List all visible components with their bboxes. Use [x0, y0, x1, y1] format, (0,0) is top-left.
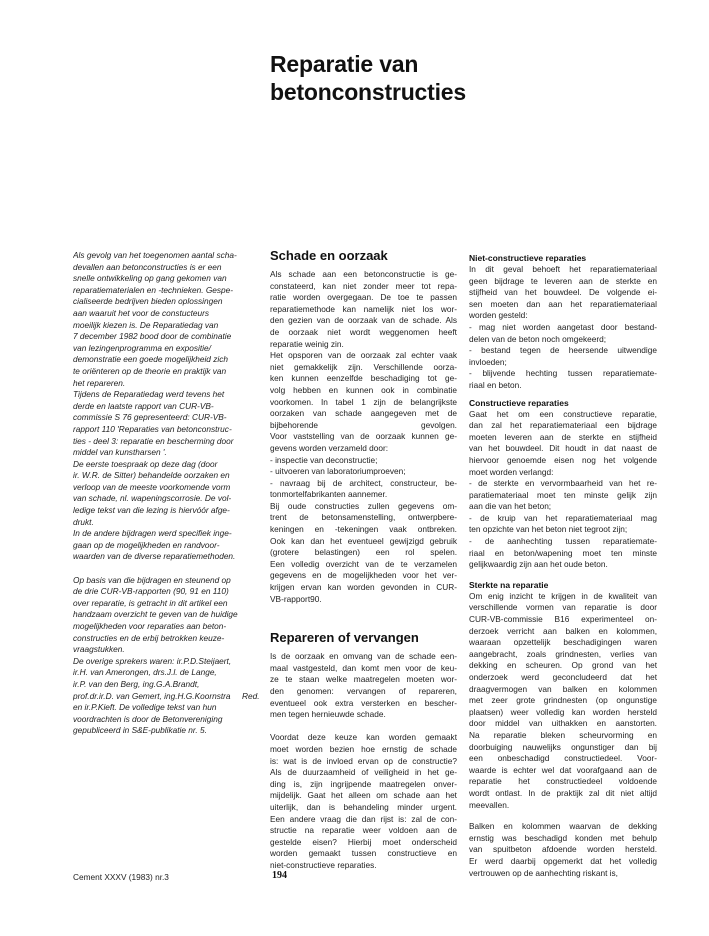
text-line: demonstratie een goede mogelijkheid zich [73, 354, 228, 365]
text-line: moeilijk kiezen is. De Reparatiedag van [73, 319, 219, 330]
text-line: door middel van uithakken en aanstorten. [469, 718, 657, 729]
text-line: Een volledig overzicht van de te verzamelen [270, 558, 457, 569]
text-line: - bestand tegen de heersende uitwendige [469, 345, 657, 356]
text-line: cialiseerde bedrijven bieden oplossingen [73, 296, 223, 307]
text-line: doorbuiging nauwelijks ongunstiger dan bij [469, 741, 657, 752]
text-line: Een andere vraag die dan rijst is: zal de con- [270, 813, 457, 824]
text-line: van het bouwdeel. Dit houdt in dat naast de [469, 443, 657, 454]
text-line: mogelijkheden voor reparaties aan beton- [73, 621, 227, 631]
text-line: waarden van de diverse reparatiemethoden. [73, 551, 236, 562]
text-line: ties - deel 3: reparatie en bescherming door [73, 435, 234, 446]
text-line: De overige sprekers waren: ir.P.D.Steijaert, [73, 655, 232, 666]
text-line: invloeden; [469, 356, 507, 367]
text-line: VB-rapport90. [270, 593, 322, 604]
signature: Red. [242, 691, 260, 701]
text-line: waarde is echter wel dat voorafgaand aan de [469, 764, 657, 775]
text-line: volg hebben en kunnen ook in combinatie [270, 384, 457, 395]
text-line: - de aanhechting tussen reparatiemate- [469, 536, 657, 547]
text-line: gevens worden verzameld door: [270, 442, 389, 453]
text-line: reparatie het constructiedeel voldoende [469, 776, 657, 787]
text-line: handzaam overzicht te geven van de huidige [73, 609, 238, 620]
text-line: Gaat het om een constructieve reparatie, [469, 408, 657, 419]
text-line: te oriënteren op de theorie en praktijk van [73, 365, 227, 376]
text-line: riaal en beton/wapening moet ten minste [469, 547, 657, 558]
subheading-sterkte: Sterkte na reparatie [469, 579, 549, 590]
text-line: ernstig was beschadigd konden met behulp [469, 832, 657, 843]
text-line: maal vastgesteld, dan komt men voor de keu- [270, 662, 457, 673]
text-line: Tijdens de Reparatiedag werd tevens het [73, 389, 225, 400]
title-line: Reparatie van [270, 51, 419, 77]
text-line: paratiemateriaal moet ten minste gelijk zijn [469, 489, 657, 500]
text-line: derzoek verricht aan balken en kolommen, [469, 625, 657, 636]
text-line: vraagstukken. [73, 644, 125, 655]
text-line: rapport 110 'Reparaties van betonconstruc- [73, 423, 232, 434]
text-line: drukt. [73, 516, 94, 527]
text-line: ir. W.R. de Sitter) behandelde oorzaken en [73, 470, 230, 481]
text-line: Er werd daarbij opgemerkt dat het volledig [469, 855, 657, 866]
section-heading-repareren: Repareren of vervangen [270, 630, 419, 646]
text-line: prof.dr.ir.D. van Gemert, ing.H.G.Koornstra [73, 690, 231, 701]
text-line: - de kruip van het reparatiemateriaal mag [469, 512, 657, 523]
text-line: gaan op de mogelijkheden en randvoor- [73, 539, 220, 550]
intro-column [73, 250, 261, 737]
text-line: men tegen hernieuwde schade. [270, 709, 386, 720]
text-line: mijdelijk. Gaat het alleen om schade aan het [270, 790, 457, 801]
text-line: Voor vaststelling van de oorzaak kunnen ge- [270, 431, 457, 442]
text-line: De eerste toespraak op deze dag (door [73, 458, 218, 469]
text-line: commissie S 76 gepresenteerd: CUR-VB- [73, 412, 227, 423]
text-line: constateerd, kan niet zonder meer tot repa- [270, 280, 457, 291]
niet-constructief-body [469, 264, 657, 392]
text-line: Is de oorzaak en omvang van de schade een- [270, 651, 457, 662]
text-line: voordrachten is door de Betonvereniging [73, 713, 223, 724]
text-line: ken kunnen eenzelfde beschadiging tot ge- [270, 373, 457, 384]
article-title [270, 50, 670, 106]
intro-paragraph-1 [73, 250, 261, 563]
text-line: reparatiematerialen en -technieken. Gespe- [73, 284, 234, 295]
text-line: ze te staan welke maatregelen moeten wor- [270, 674, 457, 685]
text-line: meevallen. [469, 799, 510, 810]
text-line: de oorzaak niet wordt weggenomen heeft [270, 326, 457, 337]
text-line: riaal en beton. [469, 379, 522, 390]
text-line: niet-constructieve reparaties. [270, 859, 377, 870]
section-heading-schade: Schade en oorzaak [270, 248, 388, 263]
text-line: Om enig inzicht te krijgen in de kwaliteit van [469, 590, 657, 601]
text-line: eventueel ook extra versterken en bescher- [270, 697, 457, 708]
text-line: Als schade aan een betonconstructie is ge- [270, 269, 457, 279]
text-line: van schade, nl. wapeningscorrosie. De vol- [73, 493, 232, 504]
text-line: CUR-VB-commissie B16 experimenteel on- [469, 614, 657, 625]
text-line: worden gesteld: [469, 310, 528, 321]
text-line: Als de duurzaamheid of veiligheid in het ge- [270, 767, 457, 778]
text-line: voorkomen. In tabel 1 zijn de belangrijkste [270, 396, 457, 407]
text-line: verschillende vormen van reparatie is door [469, 602, 657, 613]
text-line: In de andere bijdragen werd specifiek inge- [73, 528, 232, 539]
section-schade-body [270, 269, 457, 605]
text-line: Het opsporen van de oorzaak zal echter vaak [270, 350, 457, 361]
text-line: krijgen ervan kan worden gevonden in CUR- [270, 582, 457, 593]
text-line: - mag niet worden aangetast door bestand- [469, 321, 657, 332]
text-line: ledige tekst van die lezing is hiervóór afge- [73, 505, 230, 516]
text-line: en ir.P.Kieft. De volledige tekst van hun [73, 702, 217, 713]
text-line: moet worden verlangd: [469, 466, 554, 477]
text-line: keningen en -tekeningen vaak ontbreken. [270, 524, 457, 535]
text-line: van spuitbeton afdoende worden hersteld. [469, 844, 657, 855]
text-line: dekking en scheuren. Op grond van het [469, 660, 657, 671]
text-line: uiterlijk, dan is behandeling minder urgent. [270, 801, 457, 812]
text-line: van lezingenprogramma en expositie/ [73, 342, 211, 353]
text-line: reparatiemethode kan namelijk niet los wor- [270, 303, 457, 314]
text-line: In dit geval behoeft het reparatiemateriaal [469, 264, 657, 274]
text-line: gepubliceerd in S&E-publikatie nr. 5. [73, 725, 207, 736]
text-line: - blijvende hechting tussen reparatiemate- [469, 368, 657, 379]
right-column [469, 250, 657, 879]
subheading-constructief: Constructieve reparaties [469, 397, 569, 408]
text-line: moeten leveren aan de sterkte en stijfheid [469, 431, 657, 442]
text-line: waaraan opzettelijk beschadigingen waren [469, 637, 657, 648]
text-line: structie na reparatie weer voldoen aan de [270, 825, 457, 836]
text-line: gestelde eisen? Hierbij moet onderscheid [270, 836, 457, 847]
text-line: - inspectie van deconstructie; [270, 454, 378, 465]
text-line: met zeer grote grindnesten (op ongunstige [469, 695, 657, 706]
text-line: Voordat deze keuze kan worden gemaakt [270, 732, 457, 743]
text-line: is: wat is de invloed ervan op de constructie? [270, 755, 457, 766]
intro-paragraph-2 [73, 575, 261, 737]
text-line: snelle ontwikkeling op gang gekomen van [73, 273, 227, 284]
text-line: onderzoek werd geconcludeerd dat het [469, 672, 657, 682]
text-line: over reparatie, is getracht in dit artikel een [73, 597, 228, 608]
text-line: - de sterkte en vervormbaarheid van het re- [469, 478, 657, 489]
text-line: gegevens en de mogelijkheden voor het ver- [270, 570, 457, 581]
text-line: ding is, zijn ingrijpende maatregelen onver- [270, 778, 457, 789]
last-paragraph [469, 821, 657, 879]
text-line: draagvermogen van balken en kolommen [469, 683, 657, 694]
text-line: gelijkwaardig zijn aan het oude beton. [469, 559, 608, 570]
text-line: niet gemakkelijk zijn. Verschillende oorza- [270, 361, 457, 372]
text-line: Bij oude constructies zullen gegevens om- [270, 500, 457, 511]
sterkte-body [469, 591, 657, 811]
text-line: geen bijdrage te leveren aan de sterkte en [469, 275, 657, 286]
text-line: wordt ontlast. In de praktijk zal dit niet altijd [469, 787, 657, 798]
text-line: een onbeschadigd constructiedeel. Voor- [469, 753, 657, 764]
text-line: Op basis van die bijdragen en steunend op [73, 574, 231, 585]
title-line: betonconstructies [270, 79, 466, 105]
text-line: Balken en kolommen waarvan de dekking [469, 821, 657, 832]
text-line: reparatie weinig zin. [270, 338, 344, 349]
journal-footer: Cement XXXV (1983) nr.3 [73, 872, 169, 882]
text-line: den gezien van de oorzaak van de schade. Als [270, 315, 457, 326]
page-number: 194 [272, 870, 287, 881]
text-line: - uitvoeren van laboratoriumproeven; [270, 466, 406, 477]
text-line: - navraag bij de architect, constructeur, be- [270, 477, 457, 488]
text-line: den genomen: vervangen of repareren, [270, 686, 457, 696]
section-repareren-paragraph-1 [270, 651, 457, 721]
text-line: aan die van het beton; [469, 501, 552, 512]
text-line: oorzaken van schade aangegeven met de [270, 408, 457, 419]
text-line: verloop van de meeste voorkomende vorm [73, 481, 231, 492]
text-line: bijbehorende gevolgen. [270, 419, 457, 430]
text-line: stijfheid van het bouwdeel. De volgende ei- [469, 287, 657, 298]
text-line: vertrouwen op de aanhechting riskant is, [469, 867, 618, 878]
text-line: constructies en de erbij betrokken keuze- [73, 632, 225, 643]
middle-column [270, 250, 457, 872]
text-line: dan zal het reparatiemateriaal een bijdrage [469, 420, 657, 431]
text-line: (grotere belastingen) een rol spelen. [270, 547, 457, 558]
text-line: delen van de beton noch omgekeerd; [469, 333, 606, 344]
text-line: aan waaruit het voor de constucteurs [73, 307, 210, 318]
text-line: tonmortelfabrikanten aannemer. [270, 489, 388, 500]
text-line: plaatsen) weer volledig kan worden hersteld [469, 706, 657, 717]
text-line: ir.P. van den Berg, ing.G.A.Brandt, [73, 678, 200, 689]
text-line: devallen aan betonconstructies is er een [73, 261, 222, 272]
subheading-niet-constructief: Niet-constructieve reparaties [469, 253, 587, 263]
text-line: ir.H. van Amerongen, drs.J.l. de Lange, [73, 667, 217, 678]
text-line: moet worden bezien hoe ernstig de schade [270, 743, 457, 754]
text-line: derde en laatste rapport van CUR-VB- [73, 400, 214, 411]
section-repareren-paragraph-2 [270, 732, 457, 871]
text-line: hiervoor genoemde eisen nog het volgende [469, 454, 657, 465]
text-line: ratie worden overgegaan. De toe te passen [270, 292, 457, 303]
text-line: middel van kunstharsen '. [73, 447, 167, 458]
text-line: trent de betonsamenstelling, ontwerpbere- [270, 512, 457, 523]
text-line: sen moeten dan aan het reparatiemateriaal [469, 298, 657, 309]
paragraph-gap [270, 721, 457, 733]
text-line: de drie CUR-VB-rapporten (90, 91 en 110) [73, 586, 229, 597]
text-line: Ook kan dan het eventueel gewijzigd gebruik [270, 535, 457, 546]
text-line: 7 december 1982 bood door de combinatie [73, 331, 232, 342]
paragraph-gap [73, 563, 261, 575]
text-line: Als gevolg van het toegenomen aantal scha- [73, 250, 237, 260]
text-line: het repareren. [73, 377, 126, 388]
constructief-body [469, 409, 657, 571]
text-line: worden gemaakt tussen constructieve en [270, 848, 457, 859]
text-line: ten opzichte van het beton niet tegroot zijn; [469, 524, 628, 535]
text-line: aangebracht, zoals grindnesten, verlies van [469, 648, 657, 659]
text-line: Na reparatie bleken scheurvorming en [469, 729, 657, 740]
